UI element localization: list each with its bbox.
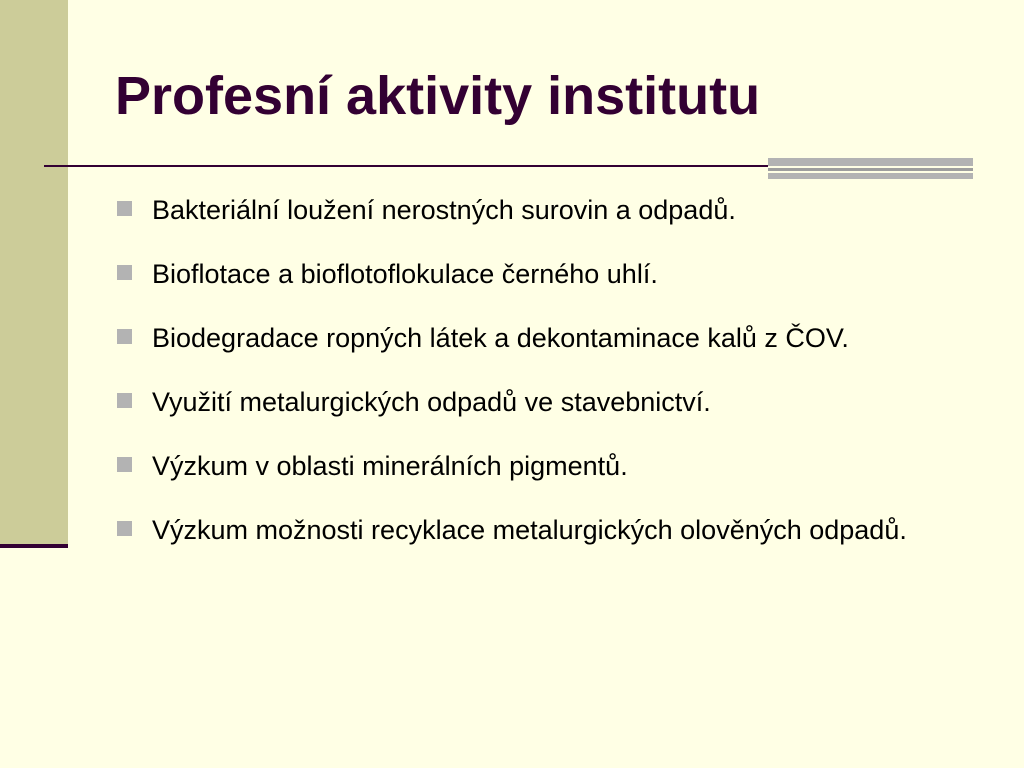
square-bullet-icon (117, 329, 132, 344)
bullet-list (115, 188, 975, 572)
slide-title: Profesní aktivity institutu (115, 66, 761, 126)
bullet-item (115, 444, 975, 488)
square-bullet-icon (117, 265, 132, 280)
bullet-item (115, 316, 975, 360)
bullet-text: Biodegradace ropných látek a dekontaminace kalů z ČOV. (152, 323, 849, 353)
square-bullet-icon (117, 201, 132, 216)
square-bullet-icon (117, 457, 132, 472)
bullet-text: Bakteriální loužení nerostných surovin a odpadů. (152, 195, 736, 225)
title-divider-line (44, 165, 768, 167)
decorative-grey-bars (768, 158, 973, 180)
bullet-item (115, 188, 975, 232)
side-band (0, 0, 68, 545)
square-bullet-icon (117, 393, 132, 408)
grey-bar (768, 158, 973, 166)
bullet-text: Bioflotace a bioflotoflokulace černého uhlí. (152, 259, 658, 289)
square-bullet-icon (117, 521, 132, 536)
bullet-item (115, 508, 975, 552)
grey-bar (768, 173, 973, 179)
side-band-accent-line (0, 544, 68, 548)
bullet-text: Využití metalurgických odpadů ve stavebnictví. (152, 387, 711, 417)
bullet-text: Výzkum v oblasti minerálních pigmentů. (152, 451, 628, 481)
grey-bar (768, 168, 973, 171)
bullet-item (115, 252, 975, 296)
bullet-item (115, 380, 975, 424)
bullet-text: Výzkum možnosti recyklace metalurgických olověných odpadů. (152, 515, 907, 545)
